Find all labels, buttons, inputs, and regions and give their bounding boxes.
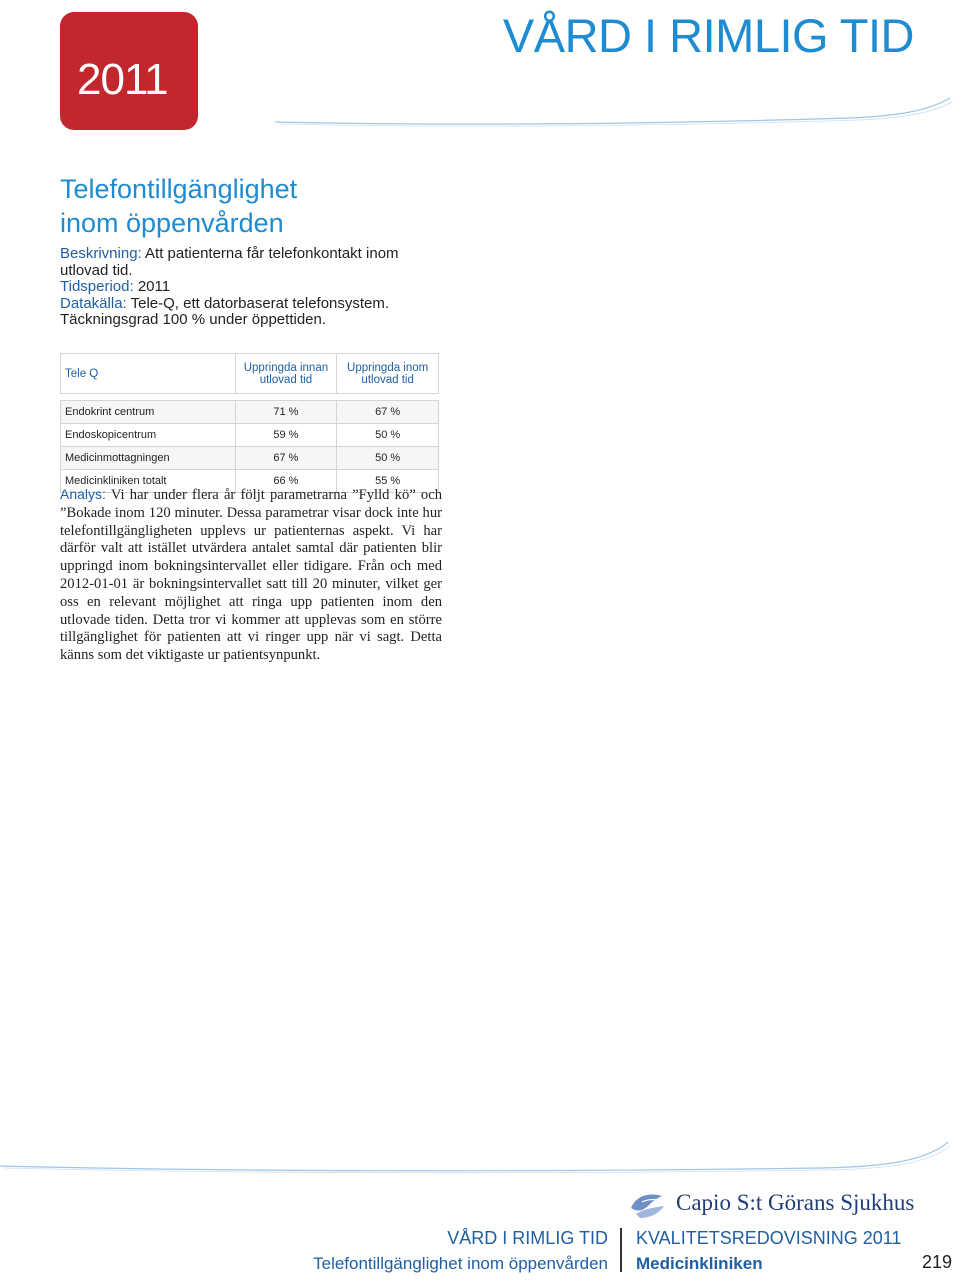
footer-department: Medicinkliniken xyxy=(636,1254,763,1273)
section-title: VÅRD I RIMLIG TID xyxy=(502,9,914,62)
table-cell: Medicinmottagningen xyxy=(61,447,236,470)
table-header-row xyxy=(61,354,439,394)
tidsperiod-text: 2011 xyxy=(137,278,171,295)
tidsperiod-line xyxy=(60,279,440,296)
table-cell: 66 % xyxy=(235,470,337,493)
table-header: Uppringda innan utlovad tid xyxy=(235,354,337,394)
table-cell: 50 % xyxy=(337,424,439,447)
table-row xyxy=(61,447,439,470)
page-number: 219 xyxy=(922,1252,953,1272)
capio-logo-icon xyxy=(628,1188,668,1222)
table-cell: 67 % xyxy=(337,401,439,424)
decorative-wave-bottom xyxy=(0,1132,960,1192)
analys-text: Vi har under flera år följt parametrarna ”Fylld kö” och ”Bokade inom 120 minuter. Dessa parametrar visar dock inte hur telefontillgängligheten upplevs ur patienternas aspekt. Vi har därför valt att istället utvärdera antalet samtal där patienten blir uppringd inom bokningsintervallet eller tidigare. Från och med 2012-01-01 är bokningsintervallet satt till 20 minuter, vilket ger oss en relevant möjlighet att ringa upp patienten inom den utlovade tiden. Detta tror vi kommer att upplevas som en större tillgänglighet för patienten att vi ringer upp när vi sagt. Detta känns som det viktigaste ur patientsynpunkt. xyxy=(60,487,442,664)
footer-divider xyxy=(620,1228,622,1272)
table-cell: 50 % xyxy=(337,447,439,470)
table-cell: 55 % xyxy=(337,470,439,493)
table-cell: Endokrint centrum xyxy=(61,401,236,424)
datakalla-line xyxy=(60,296,440,329)
year-label: 2011 xyxy=(77,55,168,104)
beskrivning-label: Beskrivning: xyxy=(60,245,142,262)
table-row xyxy=(61,401,439,424)
beskrivning-line xyxy=(60,246,440,279)
datakalla-label: Datakälla: xyxy=(60,294,127,312)
page-heading-line2: inom öppenvården xyxy=(60,208,284,238)
data-table xyxy=(60,353,439,493)
table-header: Uppringda inom utlovad tid xyxy=(337,354,439,394)
page-heading xyxy=(60,172,297,240)
table-cell: 71 % xyxy=(235,401,337,424)
description-block xyxy=(60,246,440,329)
datakalla-text: Tele-Q, ett datorbaserat telefonsystem. Täckningsgrad 100 % under öppettiden. xyxy=(60,294,390,328)
analys-label: Analys: xyxy=(60,486,106,502)
footer-page-topic: Telefontillgänglighet inom öppenvården xyxy=(313,1254,608,1273)
footer-report-title: KVALITETSREDOVISNING 2011 xyxy=(636,1228,902,1248)
table-row xyxy=(61,424,439,447)
table-header: Tele Q xyxy=(61,354,236,394)
table-cell: 59 % xyxy=(235,424,337,447)
capio-logo-text: Capio S:t Görans Sjukhus xyxy=(676,1190,915,1215)
footer-section-title: VÅRD I RIMLIG TID xyxy=(447,1228,608,1248)
analys-paragraph xyxy=(60,486,442,665)
decorative-wave-top xyxy=(0,96,960,156)
table-cell: Medicinkliniken totalt xyxy=(61,470,236,493)
beskrivning-text: Att patienterna får telefonkontakt inom utlovad tid. xyxy=(60,245,399,279)
tidsperiod-label: Tidsperiod: xyxy=(60,278,134,295)
page-heading-line1: Telefontillgänglighet xyxy=(60,174,298,204)
table-cell: 67 % xyxy=(235,447,337,470)
table-cell: Endoskopicentrum xyxy=(61,424,236,447)
